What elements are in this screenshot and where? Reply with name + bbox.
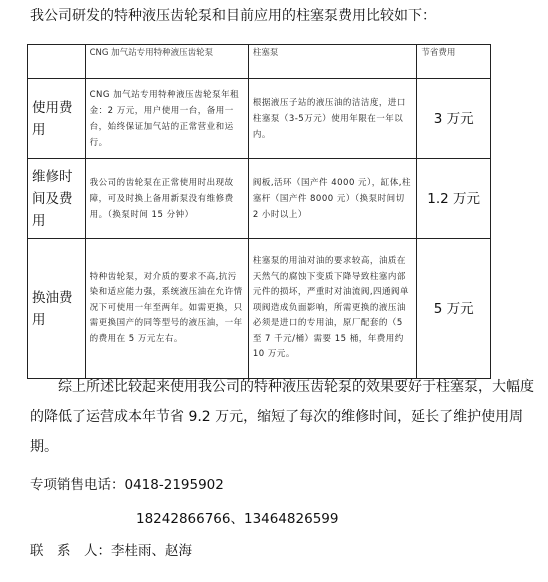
header-plunger-pump: 柱塞泵 [248,45,417,79]
plunger-pump-cell: 柱塞泵的用油对油的要求较高，油质在天然气的腐蚀下变质下降导致柱塞内部元件的损坏，严重时对油流阀,四通阀单项阀造成负面影响，所需更换的液压油必须是进口的专用油，原厂配套的（5 至 7 千元/桶）需要 15 桶，年费用约 10 万元。 [248,239,417,379]
header-cell [28,45,86,79]
saving-cell: 1.2 万元 [417,159,491,239]
contact-person-names: 李桂雨、赵海 [111,543,192,559]
saving-cell: 5 万元 [417,239,491,379]
table-row [28,79,491,159]
saving-cell: 3 万元 [417,79,491,159]
phone-mobile: 18242866766、13464826599 [136,511,339,527]
phone-main: 0418-2195902 [124,477,224,493]
gear-pump-cell: CNG 加气站专用特种液压齿轮泵年租金：2 万元，用户使用一台，备用一台，始终保证加气站的正常营业和运行。 [85,79,248,159]
table-header-row [28,45,491,79]
contact-person-label: 联 系 人： [30,543,111,559]
row-category: 使用费用 [28,79,86,159]
plunger-pump-cell: 根据液压子站的液压油的洁洁度，进口柱塞泵（3-5万元）使用年限在一年以内。 [248,79,417,159]
contact-person-line [30,542,192,560]
header-gear-pump: CNG 加气站专用特种液压齿轮泵 [85,45,248,79]
phone-label: 专项销售电话： [30,477,125,493]
cost-comparison-table [27,44,491,379]
summary-text: 综上所述比较起来使用我公司的特种液压齿轮泵的效果要好于柱塞泵，大幅度的降低了运营成本年节省 9.2 万元，缩短了每次的维修时间，延长了维护使用周期。 [30,379,534,455]
header-saving: 节省费用 [417,45,491,79]
row-category: 维修时间及费用 [28,159,86,239]
mobile-phone-line [136,510,338,528]
intro-text: 我公司研发的特种液压齿轮泵和目前应用的柱塞泵费用比较如下： [30,8,436,24]
row-category: 换油费用 [28,239,86,379]
table-row [28,159,491,239]
sales-phone-line [30,476,224,494]
summary-paragraph [30,372,542,462]
gear-pump-cell: 我公司的齿轮泵在正常使用时出现故障，可及时换上备用新泵没有维修费用。（换泵时间 15 分钟） [85,159,248,239]
table-row [28,239,491,379]
plunger-pump-cell: 阀板,活环（国产件 4000 元），缸体,柱塞杆（国产件 8000 元）（换泵时间切 2 小时以上） [248,159,417,239]
gear-pump-cell: 特种齿轮泵，对介质的要求不高,抗污染和适应能力强，系统液压油在允许情况下可使用一年至两年。如需更换，只需更换国产的同等型号的液压油，一年的费用在 5 万元左右。 [85,239,248,379]
